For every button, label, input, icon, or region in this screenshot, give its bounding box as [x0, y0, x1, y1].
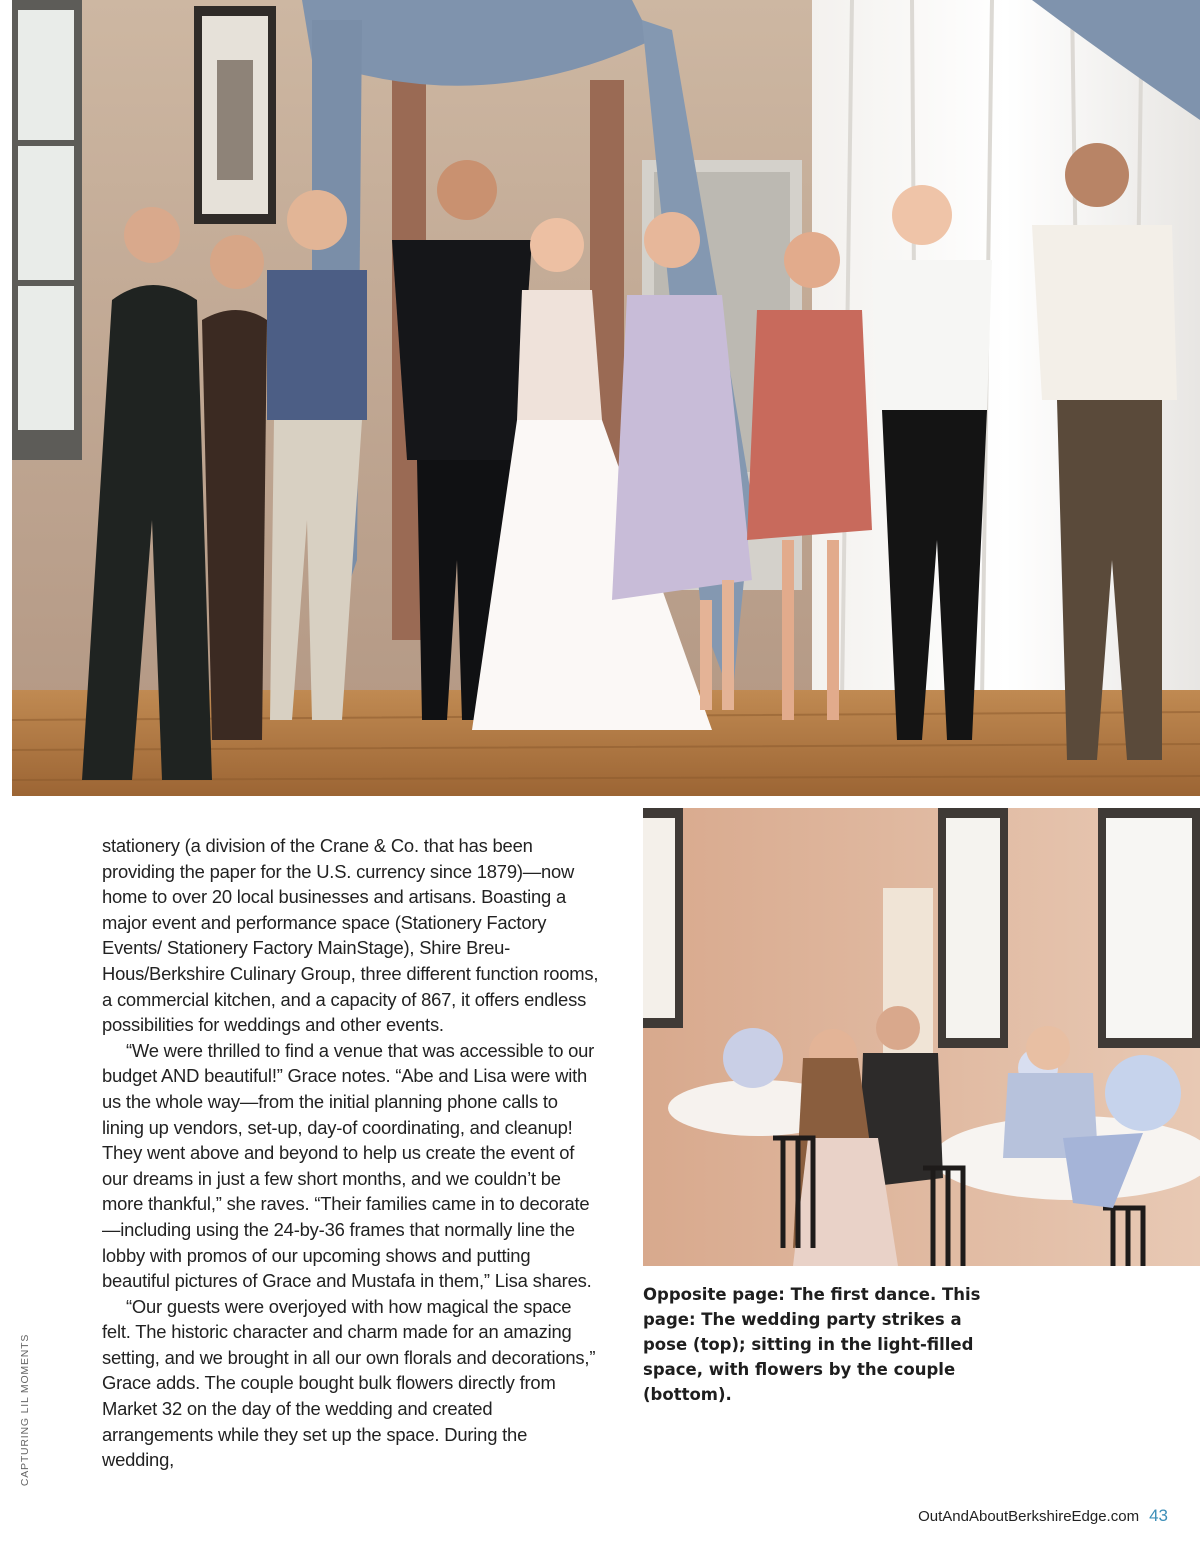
photo-caption: Opposite page: The first dance. This page: The wedding party strikes a pose (top); sitting in the light-filled space, with flowers by the couple (bottom).: [643, 1285, 981, 1404]
section-running-head: [19, 1310, 33, 1510]
article-paragraph-2: “We were thrilled to find a venue that was accessible to our budget AND beautiful!” Grace notes. “Abe and Lisa were with us the whole way—from the initial planning phone calls to lining up vendors, set-up, day-of coordinating, and cleanup! They went above and beyond to help us create the event of our dreams in just a few short months, and we couldn’t be more thankful,” she raves. “Their families came in to decorate—including using the 24-by-36 frames that normally line the lobby with promos of our upcoming shows and putting beautiful pictures of Grace and Mustafa in them,” Lisa shares.: [102, 1039, 595, 1292]
article-body: [102, 833, 602, 1473]
section-running-head-text: CAPTURING LIL MOMENTS: [19, 1333, 31, 1487]
wedding-party-photo: [12, 0, 1200, 796]
article-paragraph-1: stationery (a division of the Crane & Co. that has been providing the paper for the U.S. currency since 1879)—now home to over 20 local businesses and artisans. Boasting a major event and performance space (Stationery Factory Events/ Stationery Factory MainStage), Shire Breu-Hous/Berkshire Culinary Group, three different function rooms, a commercial kitchen, and a capacity of 867, it offers endless possibilities for weddings and other events.: [102, 835, 599, 1036]
reception-illustration: [643, 808, 1200, 1266]
page-footer: [918, 1506, 1168, 1526]
article-paragraph-3: “Our guests were overjoyed with how magical the space felt. The historic character and charm made for an amazing setting, and we brought in all our own florals and decorations,” Grace adds. The couple bought bulk flowers directly from Market 32 on the day of the wedding and created arrangements while they set up the space. During the wedding,: [102, 1295, 596, 1471]
footer-site-link[interactable]: OutAndAboutBerkshireEdge.com: [918, 1508, 1140, 1525]
wedding-party-illustration: [12, 0, 1200, 796]
reception-photo: [643, 808, 1200, 1266]
page-number: 43: [1149, 1506, 1168, 1525]
